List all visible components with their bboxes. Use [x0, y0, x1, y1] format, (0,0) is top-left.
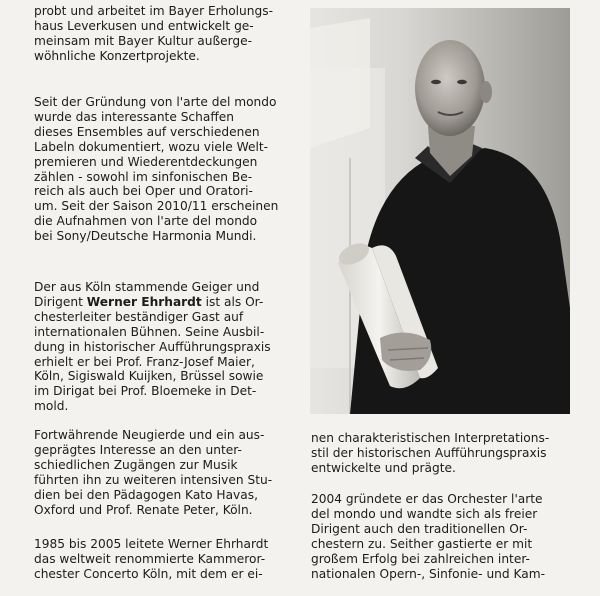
text-line: haus Leverkusen und entwickelt ge-	[34, 18, 254, 33]
text-line: großem Erfolg bei zahlreichen inter-	[311, 551, 530, 566]
text-line: dung in historischer Aufführungspraxis	[34, 339, 271, 354]
paragraph-studies	[34, 428, 290, 517]
conductor-portrait-photo	[310, 8, 570, 414]
left-text-column-2	[34, 95, 290, 244]
text-line: chesterleiter beständiger Gast auf	[34, 309, 244, 324]
paragraph-interpretation-style	[311, 431, 573, 476]
text-line: Dirigent auch den traditionellen Or-	[311, 521, 528, 536]
paragraph-discography	[34, 95, 290, 244]
paragraph-concerto-koeln	[34, 537, 290, 582]
text-line: premieren und Wiederentdeckungen	[34, 154, 258, 169]
text-line: nationalen Opern-, Sinfonie- und Kam-	[311, 566, 546, 581]
text-line: wöhnliche Konzertprojekte.	[34, 48, 200, 63]
text-line: im Dirigat bei Prof. Bloemeke in Det-	[34, 384, 257, 399]
text-line: meinsam mit Bayer Kultur außerge-	[34, 33, 253, 48]
text-line: probt und arbeitet im Bayer Erholungs-	[34, 4, 273, 18]
text-line: 2004 gründete er das Orchester l'arte	[311, 492, 543, 506]
paragraph-biography	[34, 280, 290, 414]
text-line: bei Sony/Deutsche Harmonia Mundi.	[34, 229, 257, 244]
text-line: führten ihn zu weiteren intensiven Stu-	[34, 472, 273, 487]
text-fragment: ist als Or-	[201, 294, 264, 309]
text-line: stil der historischen Aufführungspraxis	[311, 445, 547, 460]
text-line: 1985 bis 2005 leitete Werner Ehrhardt	[34, 537, 269, 551]
text-line: geprägtes Interesse an den unter-	[34, 442, 242, 457]
text-fragment: Dirigent	[34, 294, 87, 309]
text-line: zählen - sowohl im sinfonischen Be-	[34, 169, 253, 184]
text-line: mold.	[34, 399, 69, 414]
text-line: dieses Ensembles auf verschiedenen	[34, 124, 260, 139]
text-line: chester Concerto Köln, mit dem er ei-	[34, 566, 263, 581]
text-line: Labeln dokumentiert, wozu viele Welt-	[34, 139, 269, 154]
text-line: Der aus Köln stammende Geiger und	[34, 280, 260, 294]
text-line: erhielt er bei Prof. Franz-Josef Maier,	[34, 354, 255, 369]
text-line: chestern zu. Seither gastierte er mit	[311, 536, 533, 551]
text-line: nen charakteristischen Interpretations-	[311, 431, 550, 445]
paragraph-orchestra-founding	[311, 492, 573, 581]
text-line: das weltweit renommierte Kammeror-	[34, 551, 266, 566]
text-line: del mondo und wandte sich als freier	[311, 506, 538, 521]
left-text-column-5	[34, 537, 290, 582]
text-line: Köln, Sigiswald Kuijken, Brüssel sowie	[34, 369, 264, 384]
left-text-column-4	[34, 428, 290, 517]
conductor-name: Werner Ehrhardt	[86, 294, 202, 309]
paragraph-bayer-kultur	[34, 4, 290, 64]
left-text-column	[34, 4, 290, 64]
text-line: entwickelte und prägte.	[311, 460, 456, 475]
text-line	[34, 295, 290, 310]
text-line: internationalen Bühnen. Seine Ausbil-	[34, 324, 265, 339]
right-text-column	[311, 431, 573, 476]
text-line: Seit der Gründung von l'arte del mondo	[34, 95, 277, 109]
right-text-column-2	[311, 492, 573, 581]
text-line: wurde das interessante Schaffen	[34, 109, 234, 124]
text-line: reich als auch bei Oper und Oratori-	[34, 184, 253, 199]
text-line: die Aufnahmen von l'arte del mondo	[34, 214, 258, 229]
text-line: schiedlichen Zugängen zur Musik	[34, 457, 238, 472]
portrait-illustration	[310, 8, 570, 414]
text-line: um. Seit der Saison 2010/11 erscheinen	[34, 199, 279, 214]
text-line: dien bei den Pädagogen Kato Havas,	[34, 487, 258, 502]
left-text-column-3	[34, 280, 290, 414]
text-line: Fortwährende Neugierde und ein aus-	[34, 428, 265, 442]
text-line: Oxford und Prof. Renate Peter, Köln.	[34, 502, 253, 517]
